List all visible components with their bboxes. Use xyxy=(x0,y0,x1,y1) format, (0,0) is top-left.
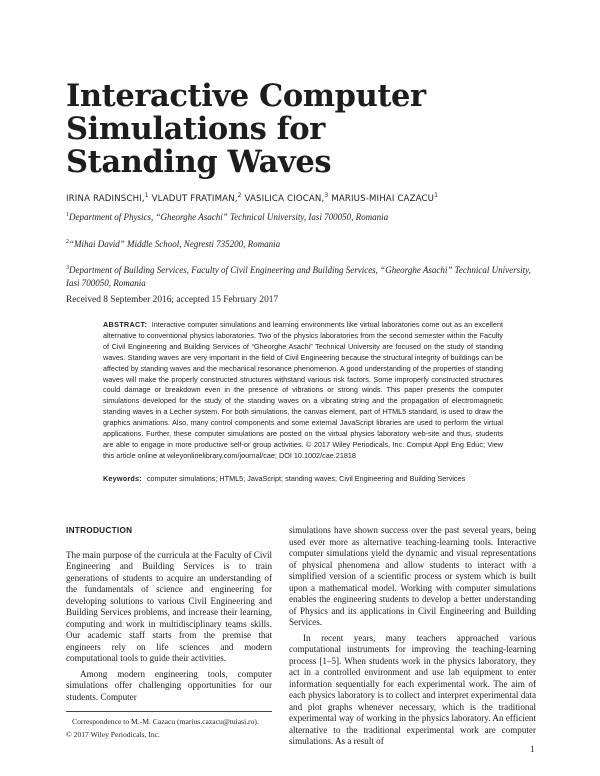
paragraph: simulations have shown success over the past several years, being used ever more as alternative teaching-learning tools. Interactive computer simulations yield the dynamic and visual representations of physical phenomena and allow students to interact with a simplified version of a scientific process or system which is built upon a mathematical model. Working with computer simulations enables the engineering students to develop a better understanding of Physics and its applications in Civil Engineering and Building Services. xyxy=(289,525,536,627)
keywords-label: Keywords: xyxy=(103,474,142,483)
affiliation-2 xyxy=(66,236,536,251)
keywords-text: computer simulations; HTML5; JavaScript; standing waves; Civil Engineering and Building Services xyxy=(146,474,466,483)
author-name: VLADUT FRATIMAN, xyxy=(151,193,238,204)
author-affiliation-mark: 3 xyxy=(324,192,329,199)
paragraph: The main purpose of the curricula at the Faculty of Civil Engineering and Building Services is to train generations of students to acquire an understanding of the fundamentals of science and engineering for developing solutions to various Civil Engineering and Building Services problems, and increase their learning, computing and work in multidisciplinary teams skills. Our academic staff starts from the premise that engineers rely on life sciences and modern computational tools to guide their activities. xyxy=(66,549,272,663)
affiliation-text: Department of Physics, “Gheorghe Asachi” Technical University, Iasi 700050, Romania xyxy=(69,212,389,222)
section-heading: INTRODUCTION xyxy=(66,526,133,535)
affiliation-mark: 1 xyxy=(66,212,69,218)
abstract-label: ABSTRACT: xyxy=(103,320,148,329)
abstract-text: Interactive computer simulations and learning environments like virtual laboratories come out as an excellent alternative to conventional physics laboratories. Two of the physics laboratories from the second semester within the Faculty of Civil Engineering and Building Services of “Gheorghe Asachi” Technical University are focused on the study of standing waves. Standing waves are very important in the field of Civil Engineering because the structural integrity of buildings can be affected by standing waves and the mechanical resonance phenomenon. A good understanding of the properties of standing waves will make the properly constructed structures withstand various risk factors. Some improperly constructed structures could damage or breakdown even in the presence of vibrations or strong winds. This paper presents the computer simulations developed for the study of the standing waves on a vibrating string and the propagation of electromagnetic standing waves in a Lecher system. For both simulations, the canvas element, part of HTML5 standard, is used to draw the graphics animations. Also, many control components and some external JavaScript libraries are used to perform the virtual applications. Further, these computer simulations are posted on the virtual physics laboratory web-site and thus, students are able to engage in more productive self-or group activities. © 2017 Wiley Periodicals, Inc. Comput Appl Eng Educ; View this article online at wileyonlinelibrary.com/journal/cae; DOI 10.1002/cae.21818 xyxy=(103,320,503,460)
abstract xyxy=(103,320,503,462)
author-name: VASILICA CIOCAN, xyxy=(244,193,325,204)
author-affiliation-mark: 1 xyxy=(434,192,439,199)
right-column xyxy=(289,525,536,748)
left-column xyxy=(66,525,272,703)
affiliation-text: Department of Building Services, Faculty of Civil Engineering and Building Services, “Gheorghe Asachi” Technical University, Iasi 700050, Romania xyxy=(66,265,531,288)
author-affiliation-mark: 2 xyxy=(237,192,242,199)
affiliation-1 xyxy=(66,209,536,224)
affiliation-3 xyxy=(66,262,536,290)
affiliation-text: “Mihai David” Middle School, Negresti 735200, Romania xyxy=(69,239,281,249)
paragraph: Among modern engineering tools, computer simulations offer challenging opportunities for our students. Computer xyxy=(66,668,272,702)
paper-title: Interactive Computer Simulations for Standing Waves xyxy=(66,78,426,180)
received-dates: Received 8 September 2016; accepted 15 February 2017 xyxy=(66,295,279,305)
page-number: 1 xyxy=(530,744,535,754)
keywords xyxy=(103,474,523,483)
author-name: IRINA RADINSCHI, xyxy=(66,193,145,204)
footnote-divider xyxy=(66,711,272,712)
author-name: MARIUS-MIHAI CAZACU xyxy=(331,193,435,204)
paragraph: In recent years, many teachers approached various computational instruments for improving the teaching-learning process [1–5]. When students work in the physics laboratory, they act in a controlled environment and use lab equipment to enter information sequentially for each experimental work. The aim of each physics laboratory is to collect and interpret experimental data and plot graphs whenever necessary, which is the traditional experimental way of working in the physics laboratory. An efficient alternative to the traditional experimental work are computer simulations. As a result of xyxy=(289,632,536,746)
author-affiliation-mark: 1 xyxy=(144,192,149,199)
author-list xyxy=(66,192,556,204)
affiliation-mark: 3 xyxy=(66,265,69,271)
correspondence-note: Correspondence to M.-M. Cazacu (marius.cazacu@tuiasi.ro). xyxy=(72,717,259,726)
affiliation-mark: 2 xyxy=(66,239,69,245)
copyright-note: © 2017 Wiley Periodicals, Inc. xyxy=(66,730,160,739)
